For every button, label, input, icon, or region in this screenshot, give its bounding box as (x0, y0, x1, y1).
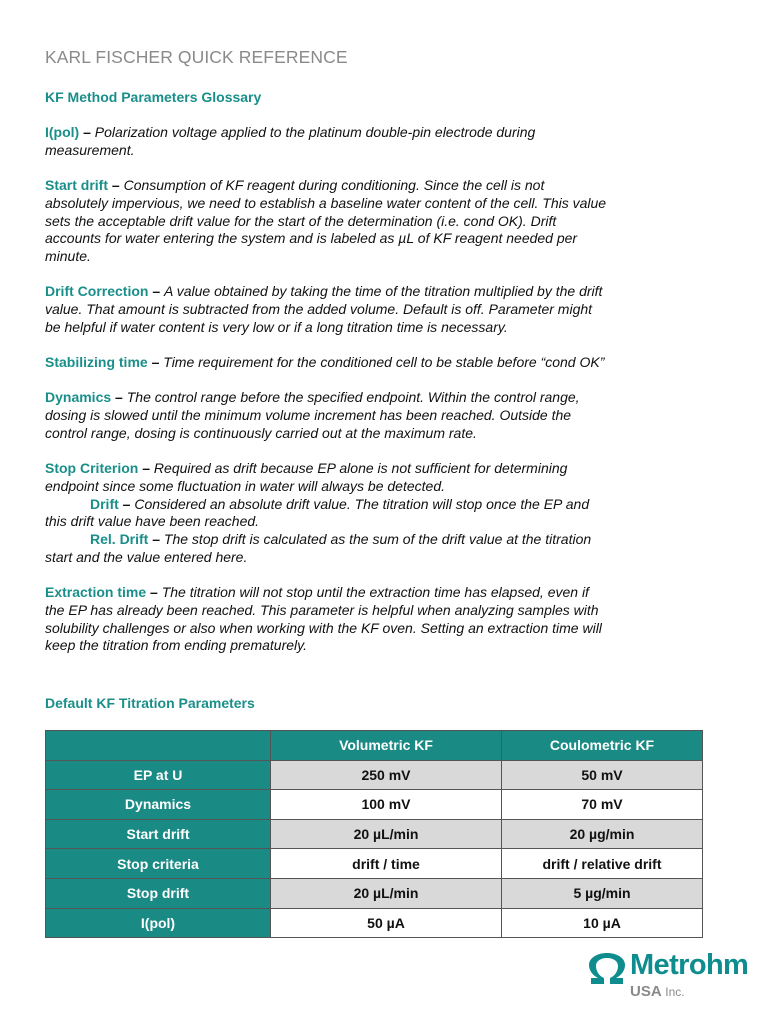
default-parameters-table (45, 730, 703, 938)
table-row (46, 908, 703, 938)
glossary-entry: Rel. Drift – The stop drift is calculated as the sum of the drift value at the titration start and the value entered here. (45, 531, 592, 565)
glossary-line: The titration will not stop until the extraction time has elapsed, even if (161, 584, 589, 601)
glossary-entry: Dynamics – The control range before the specified endpoint. Within the control range, dosing is slowed until the minimum volume increment has been reached. Outside the control range, dosing is continuously carried out at the maximum rate. (45, 389, 580, 441)
table-row-label: Stop criteria (46, 849, 271, 879)
glossary-line: endpoint since some fluctuation in water will always be detected. (45, 477, 445, 494)
table-cell: 250 mV (271, 760, 502, 790)
glossary-line: the EP has already been reached. This parameter is helpful when analyzing samples with (45, 601, 599, 618)
glossary-entry: I(pol) – Polarization voltage applied to the platinum double-pin electrode during measurement. (45, 124, 536, 158)
glossary-entry: Stop Criterion – Required as drift because EP alone is not sufficient for determining endpoint since some fluctuation in water will always be detected. (45, 460, 568, 494)
glossary-term: Extraction time (45, 584, 147, 601)
glossary-line: Polarization voltage applied to the platinum double-pin electrode during (94, 124, 536, 140)
logo-inc-text: Inc. (665, 985, 685, 999)
glossary-line: The stop drift is calculated as the sum of the drift value at the titration (163, 531, 592, 548)
glossary-line: Required as drift because EP alone is not sufficient for determining (153, 460, 568, 477)
table-cell: 20 µL/min (271, 878, 502, 908)
table-row (46, 790, 703, 820)
glossary-line: measurement. (45, 141, 135, 158)
glossary-line: start and the value entered here. (45, 548, 248, 565)
glossary-line: control range, dosing is continuously carried out at the maximum rate. (45, 424, 477, 441)
table-cell: 5 µg/min (502, 878, 703, 908)
table-row-label: Start drift (46, 819, 271, 849)
glossary-entry: Drift Correction – A value obtained by taking the time of the titration multiplied by the drift value. That amount is subtracted from the added volume. Default is off. Parameter might be helpful if water content is very low or if a long titration time is necessary. (45, 283, 603, 335)
glossary-line: sets the acceptable drift value for the start of the determination (i.e. cond OK). Drift (45, 212, 557, 229)
table-row (46, 760, 703, 790)
glossary-line: dosing is slowed until the minimum volume increment has been reached. Outside the (45, 407, 572, 424)
table-row (46, 849, 703, 879)
glossary-line: Consumption of KF reagent during conditioning. Since the cell is not (123, 177, 545, 194)
glossary-line: The control range before the specified endpoint. Within the control range, (126, 389, 580, 406)
glossary-line: be helpful if water content is very low or if a long titration time is necessary. (45, 318, 508, 335)
table-cell: 20 µg/min (502, 819, 703, 849)
glossary-line: Time requirement for the conditioned cell to be stable before “cond OK” (163, 354, 605, 371)
glossary-heading: KF Method Parameters Glossary (45, 89, 262, 105)
glossary-term: Drift (90, 495, 119, 512)
table-cell: drift / relative drift (502, 849, 703, 879)
glossary-entry: Stabilizing time – Time requirement for the conditioned cell to be stable before “cond OK” (45, 354, 605, 371)
table-cell: 50 mV (502, 760, 703, 790)
glossary-line: absolutely impervious, we need to establish a baseline water content of the cell. This value (45, 194, 607, 211)
glossary-entry: Drift – Considered an absolute drift value. The titration will stop once the EP and this drift value have been reached. (45, 495, 590, 530)
table-row (46, 878, 703, 908)
glossary-term: Drift Correction (45, 283, 149, 300)
glossary-entry: Extraction time – The titration will not stop until the extraction time has elapsed, even if the EP has already been reached. This parameter is helpful when analyzing samples with solubility challenges or also when working with the KF oven. Setting an extraction time will keep the titration from ending prematurely. (45, 584, 602, 654)
table-header-cell: Volumetric KF (271, 731, 502, 761)
logo-subtitle (630, 983, 685, 1000)
glossary-entry: Start drift – Consumption of KF reagent during conditioning. Since the cell is not absolutely impervious, we need to establish a baseline water content of the cell. This value sets the acceptable drift value for the start of the determination (i.e. cond OK). Drift accounts for water entering the system and is labeled as µL of KF reagent needed per minute. (45, 177, 607, 264)
glossary-line: value. That amount is subtracted from the added volume. Default is off. Parameter might (45, 301, 593, 317)
table-row-label: Stop drift (46, 878, 271, 908)
glossary (45, 124, 665, 655)
table-row-label: Dynamics (46, 790, 271, 820)
glossary-line: accounts for water entering the system and is labeled as µL of KF reagent needed per (45, 230, 578, 247)
glossary-line: solubility challenges or also when working with the KF oven. Setting an extraction time will (45, 619, 602, 636)
glossary-term: Stabilizing time (45, 354, 148, 371)
glossary-term: Start drift (45, 177, 108, 194)
glossary-term: Dynamics (45, 389, 112, 406)
table-row (46, 819, 703, 849)
table-row-label: EP at U (46, 760, 271, 790)
glossary-term: I(pol) (45, 124, 80, 140)
metrohm-logo (588, 949, 749, 1010)
table-cell: 100 mV (271, 790, 502, 820)
table-cell: 20 µL/min (271, 819, 502, 849)
table-cell: drift / time (271, 849, 502, 879)
defaults-heading: Default KF Titration Parameters (45, 695, 255, 711)
page-title: KARL FISCHER QUICK REFERENCE (45, 47, 348, 67)
glossary-term: Rel. Drift (90, 531, 149, 548)
glossary-line: keep the titration from ending prematurely. (45, 637, 307, 654)
omega-logo-icon (588, 952, 626, 986)
glossary-line: this drift value have been reached. (45, 513, 260, 530)
logo-wordmark: Metrohm (630, 949, 749, 981)
table-header-row (46, 731, 703, 761)
table-header-cell: Coulometric KF (502, 731, 703, 761)
table-header-cell (46, 731, 271, 761)
table-cell: 50 µA (271, 908, 502, 938)
table-cell: 70 mV (502, 790, 703, 820)
glossary-line: minute. (45, 247, 91, 264)
table-row-label: I(pol) (46, 908, 271, 938)
glossary-line: A value obtained by taking the time of the titration multiplied by the drift (164, 283, 603, 300)
glossary-term: Stop Criterion (45, 460, 139, 477)
glossary-line: Considered an absolute drift value. The titration will stop once the EP and (134, 495, 590, 512)
table-cell: 10 µA (502, 908, 703, 938)
logo-sub-text: USA (630, 983, 662, 1000)
